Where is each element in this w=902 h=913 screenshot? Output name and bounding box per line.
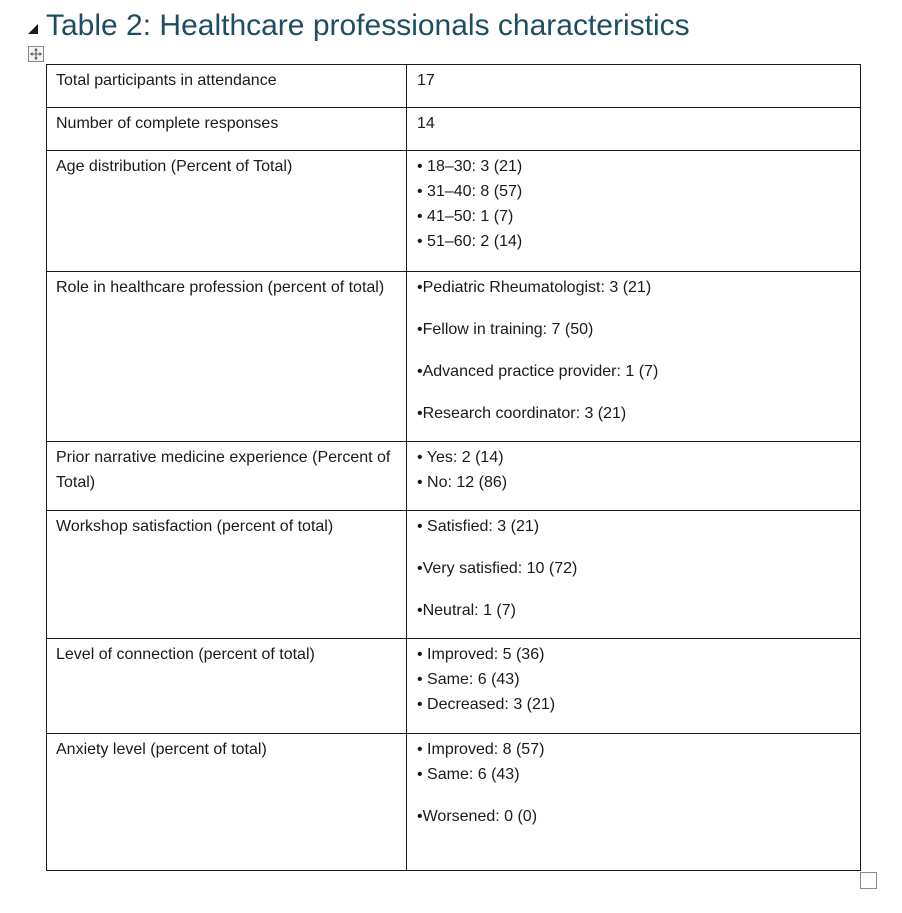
collapse-triangle-icon[interactable] [28, 24, 38, 34]
characteristics-table [46, 64, 861, 871]
value-item: • 51–60: 2 (14) [417, 233, 523, 250]
value-item: • Improved: 5 (36) [417, 646, 545, 663]
table-resize-handle-icon[interactable] [860, 872, 877, 889]
table-move-handle-icon[interactable] [28, 46, 44, 62]
value-item: • 18–30: 3 (21) [417, 158, 523, 175]
value-item: • Satisfied: 3 (21) [417, 518, 540, 535]
row-value [407, 734, 861, 871]
row-label: Total participants in attendance [47, 65, 407, 108]
row-label: Role in healthcare profession (percent of total) [47, 272, 407, 442]
value-item: • Same: 6 (43) [417, 671, 520, 688]
row-value [407, 442, 861, 511]
value-item: •Advanced practice provider: 1 (7) [417, 363, 659, 380]
value-item: • Same: 6 (43) [417, 766, 520, 783]
row-value [407, 108, 861, 151]
value-item: • 41–50: 1 (7) [417, 208, 514, 225]
value-item: •Research coordinator: 3 (21) [417, 405, 627, 422]
table-row [47, 442, 861, 511]
table-row [47, 734, 861, 871]
value-item: • Improved: 8 (57) [417, 741, 545, 758]
row-value [407, 272, 861, 442]
table-row [47, 108, 861, 151]
row-value [407, 639, 861, 734]
heading-row [28, 8, 690, 44]
page-title: Table 2: Healthcare professionals characteristics [46, 9, 690, 42]
row-label: Workshop satisfaction (percent of total) [47, 511, 407, 639]
value-item: •Neutral: 1 (7) [417, 602, 516, 619]
value-item: • 31–40: 8 (57) [417, 183, 523, 200]
row-label: Level of connection (percent of total) [47, 639, 407, 734]
row-value [407, 511, 861, 639]
table-row [47, 65, 861, 108]
table-row [47, 639, 861, 734]
row-label: Age distribution (Percent of Total) [47, 151, 407, 272]
value-item: • Decreased: 3 (21) [417, 696, 556, 713]
value-item: 17 [417, 72, 435, 89]
row-value [407, 65, 861, 108]
value-item: • No: 12 (86) [417, 474, 508, 491]
value-item: •Fellow in training: 7 (50) [417, 321, 594, 338]
value-item: 14 [417, 115, 435, 132]
value-item: •Pediatric Rheumatologist: 3 (21) [417, 279, 652, 296]
table-row [47, 511, 861, 639]
table-row [47, 272, 861, 442]
value-item: •Very satisfied: 10 (72) [417, 560, 578, 577]
value-item: •Worsened: 0 (0) [417, 808, 538, 825]
table-row [47, 151, 861, 272]
row-value [407, 151, 861, 272]
row-label: Number of complete responses [47, 108, 407, 151]
row-label: Prior narrative medicine experience (Percent of Total) [47, 442, 407, 511]
row-label: Anxiety level (percent of total) [47, 734, 407, 871]
value-item: • Yes: 2 (14) [417, 449, 504, 466]
